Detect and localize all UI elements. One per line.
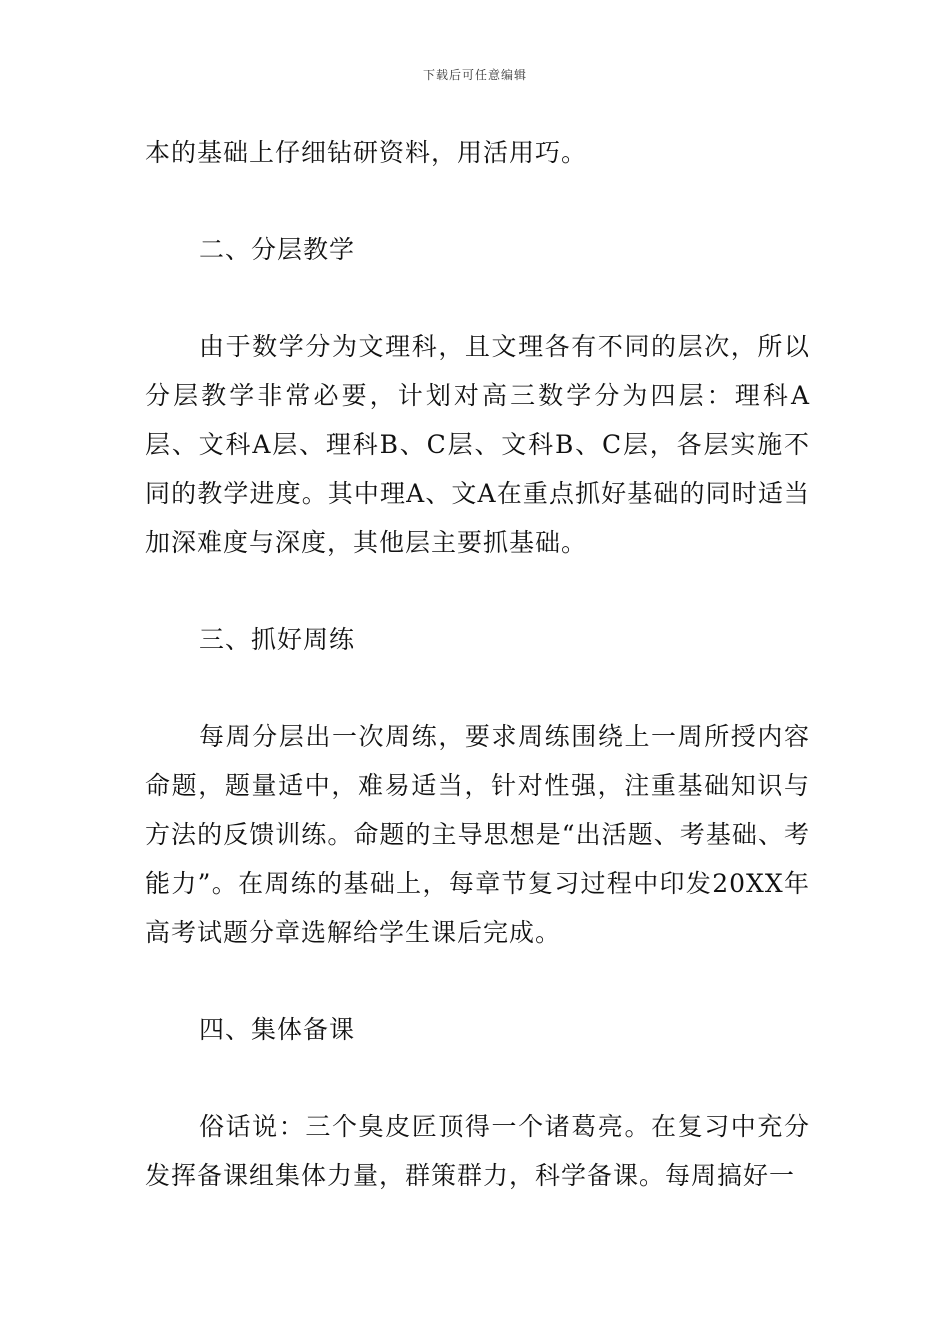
header-note: 下载后可任意编辑 bbox=[422, 68, 527, 82]
paragraph-weekly-practice: 每周分层出一次周练，要求周练围绕上一周所授内容命题，题量适中，难易适当，针对性强，注重基础知识与方法的反馈训练。命题的主导思想是“出活题、考基础、考能力”。在周练的基础上，每章节复习过程中印发20XX年高考试题分章选解给学生课后完成。 bbox=[145, 722, 810, 947]
section-heading-weekly-practice: 三、抓好周练 bbox=[199, 625, 356, 654]
document-body bbox=[145, 128, 810, 1200]
section-heading-collective-lesson-prep: 四、集体备课 bbox=[199, 1015, 356, 1044]
paragraph-collective-lesson-prep: 俗话说：三个臭皮匠顶得一个诸葛亮。在复习中充分发挥备课组集体力量，群策群力，科学备课。每周搞好一 bbox=[145, 1112, 810, 1190]
paragraph-layered-teaching: 由于数学分为文理科，且文理各有不同的层次，所以分层教学非常必要，计划对高三数学分为四层：理科A层、文科A层、理科B、C层、文科B、C层，各层实施不同的教学进度。其中理A、文A在重点抓好基础的同时适当加深难度与深度，其他层主要抓基础。 bbox=[145, 332, 810, 557]
section-heading-layered-teaching: 二、分层教学 bbox=[199, 235, 356, 264]
paragraph-continuation: 本的基础上仔细钻研资料，用活用巧。 bbox=[145, 138, 588, 167]
